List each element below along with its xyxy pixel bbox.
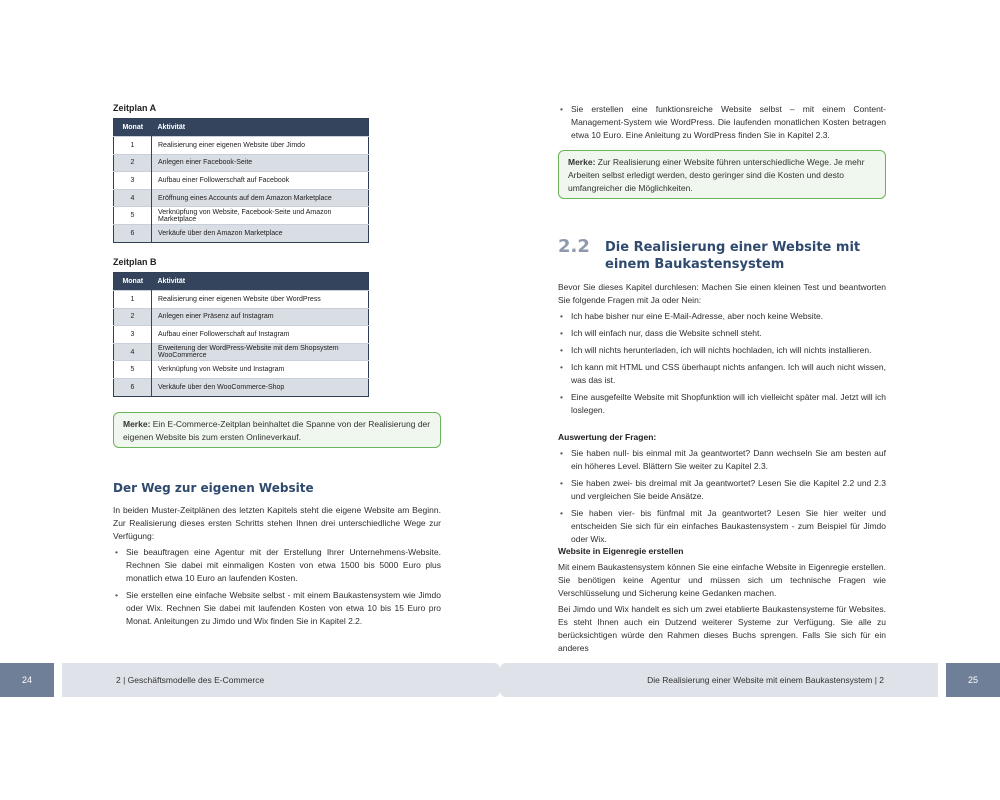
zeitplan-a-caption: Zeitplan A bbox=[113, 103, 157, 113]
merke-text: Ein E-Commerce-Zeitplan beinhaltet die Spanne von der Realisierung der eigenen Website bis zum ersten Onlineverkauf. bbox=[123, 419, 431, 442]
table-row bbox=[114, 207, 369, 225]
table-cell-monat: 4 bbox=[114, 343, 152, 361]
running-footer-left bbox=[62, 663, 500, 697]
page-number-right: 25 bbox=[946, 663, 1000, 697]
list-item: • Sie haben vier- bis fünfmal mit Ja geantwortet? Lesen Sie hier weiter und entscheiden Sie sich für ein einfaches Baukastensystem - zum Beispiel für Jimdo oder Wix. bbox=[558, 507, 886, 546]
table-cell-monat: 3 bbox=[114, 326, 152, 344]
table-row bbox=[114, 326, 369, 344]
eigenregie-paragraph-1: Mit einem Baukastensystem können Sie eine einfache Website in Eigenregie erstellen. Sie benötigen keine Agentur und müssen sich um technische Fragen wie Verschlüsselung und Sicherung keine Gedanken machen. bbox=[558, 562, 886, 598]
list-item: • Sie erstellen eine funktionsreiche Website selbst – mit einem Content-Management-System wie WordPress. Die laufenden monatlichen Kosten betragen etwa 10 Euro. Eine Anleitung zu WordPress finden Sie in Kapitel 2.3. bbox=[558, 103, 886, 142]
options-list-continued bbox=[558, 103, 886, 146]
merke-label: Merke: bbox=[123, 419, 151, 429]
chapter-intro: Bevor Sie dieses Kapitel durchlesen: Machen Sie einen kleinen Test und beantworten Sie folgende Fragen mit Ja oder Nein: bbox=[558, 282, 886, 305]
right-page bbox=[500, 0, 1000, 660]
table-header-monat: Monat bbox=[114, 119, 152, 137]
table-header-monat: Monat bbox=[114, 273, 152, 291]
list-item: • Sie haben null- bis einmal mit Ja geantwortet? Dann wechseln Sie am besten auf ein höheres Level. Blättern Sie weiter zu Kapitel 2.3. bbox=[558, 447, 886, 473]
list-item: • Ich kann mit HTML und CSS überhaupt nichts anfangen. Ich will auch nicht wissen, was das ist. bbox=[558, 361, 886, 387]
table-cell-monat: 4 bbox=[114, 189, 152, 207]
page-footer bbox=[0, 663, 1000, 697]
table-cell-aktivitaet: Anlegen einer Präsenz auf Instagram bbox=[152, 308, 369, 326]
table-row bbox=[114, 137, 369, 155]
table-cell-aktivitaet: Eröffnung eines Accounts auf dem Amazon Marketplace bbox=[152, 189, 369, 207]
eigenregie-heading: Website in Eigenregie erstellen bbox=[558, 546, 684, 556]
table-cell-aktivitaet: Aufbau einer Followerschaft auf Facebook bbox=[152, 172, 369, 190]
chapter-number: 2.2 bbox=[558, 236, 590, 257]
table-cell-aktivitaet: Realisierung einer eigenen Website über WordPress bbox=[152, 291, 369, 309]
table-cell-monat: 3 bbox=[114, 172, 152, 190]
table-cell-aktivitaet: Aufbau einer Followerschaft auf Instagram bbox=[152, 326, 369, 344]
section-heading: Der Weg zur eigenen Website bbox=[113, 481, 314, 495]
page-number-left: 24 bbox=[0, 663, 54, 697]
table-row bbox=[114, 308, 369, 326]
zeitplan-b-table bbox=[113, 272, 369, 397]
running-footer-right bbox=[500, 663, 938, 697]
table-row bbox=[114, 343, 369, 361]
auswertung-heading: Auswertung der Fragen: bbox=[558, 432, 657, 442]
table-cell-monat: 6 bbox=[114, 378, 152, 396]
merke-box-right bbox=[558, 150, 886, 199]
questions-list bbox=[558, 310, 886, 421]
table-row bbox=[114, 189, 369, 207]
left-page bbox=[0, 0, 500, 660]
table-cell-aktivitaet: Erweiterung der WordPress-Website mit dem Shopsystem WooCommerce bbox=[152, 343, 369, 361]
list-item: • Eine ausgefeilte Website mit Shopfunktion will ich vielleicht später mal. Jetzt will ich loslegen. bbox=[558, 391, 886, 417]
options-list bbox=[113, 546, 441, 632]
table-cell-monat: 5 bbox=[114, 361, 152, 379]
auswertung-list bbox=[558, 447, 886, 550]
table-row bbox=[114, 291, 369, 309]
list-item: • Ich will nichts herunterladen, ich will nichts hochladen, ich will nichts installieren. bbox=[558, 344, 886, 357]
table-cell-aktivitaet: Verknüpfung von Website und Instagram bbox=[152, 361, 369, 379]
zeitplan-b-caption: Zeitplan B bbox=[113, 257, 157, 267]
table-cell-monat: 5 bbox=[114, 207, 152, 225]
table-cell-monat: 6 bbox=[114, 224, 152, 242]
table-cell-monat: 2 bbox=[114, 154, 152, 172]
merke-label: Merke: bbox=[568, 157, 596, 167]
table-header-aktivitaet: Aktivität bbox=[152, 273, 369, 291]
merke-box-left bbox=[113, 412, 441, 448]
table-cell-aktivitaet: Anlegen einer Facebook-Seite bbox=[152, 154, 369, 172]
table-cell-aktivitaet: Realisierung einer eigenen Website über Jimdo bbox=[152, 137, 369, 155]
list-item: • Ich habe bisher nur eine E-Mail-Adresse, aber noch keine Website. bbox=[558, 310, 886, 323]
chapter-title: Die Realisierung einer Website mit einem Baukastensystem bbox=[605, 240, 861, 272]
table-row bbox=[114, 154, 369, 172]
list-item: • Sie erstellen eine einfache Website selbst - mit einem Baukastensystem wie Jimdo oder Wix. Rechnen Sie dabei mit laufenden Kosten von etwa 10 bis 15 Euro pro Monat. Anleitungen zu Jimdo und Wix finden Sie in Kapitel 2.2. bbox=[113, 589, 441, 628]
list-item: • Sie haben zwei- bis dreimal mit Ja geantwortet? Lesen Sie die Kapitel 2.2 und 2.3 und vergleichen Sie beide Ansätze. bbox=[558, 477, 886, 503]
table-cell-aktivitaet: Verknüpfung von Website, Facebook-Seite und Amazon Marketplace bbox=[152, 207, 369, 225]
table-cell-monat: 1 bbox=[114, 291, 152, 309]
eigenregie-paragraph-2: Bei Jimdo und Wix handelt es sich um zwei etablierte Baukastensysteme für Websites. Es steht Ihnen auch ein Dutzend weiterer Systeme zur Verfügung. Sie alle zu berücksichtigen würde den Rahmen dieses Buchs sprengen. Falls Sie sich für ein anderes bbox=[558, 604, 886, 653]
list-item: • Sie beauftragen eine Agentur mit der Erstellung Ihrer Unternehmens-Website. Rechnen Sie dabei mit einmaligen Kosten von etwa 1500 bis 5000 Euro plus monatlich etwa 10 Euro an laufenden Kosten. bbox=[113, 546, 441, 585]
list-item: • Ich will einfach nur, dass die Website schnell steht. bbox=[558, 327, 886, 340]
table-cell-monat: 2 bbox=[114, 308, 152, 326]
table-row bbox=[114, 361, 369, 379]
merke-text: Zur Realisierung einer Website führen unterschiedliche Wege. Je mehr Arbeiten selbst erledigt werden, desto geringer sind die Kosten und desto umfangreicher die Möglichkeiten. bbox=[568, 157, 865, 193]
table-cell-aktivitaet: Verkäufe über den WooCommerce-Shop bbox=[152, 378, 369, 396]
table-row bbox=[114, 172, 369, 190]
table-row bbox=[114, 378, 369, 396]
running-footer-right-text: Die Realisierung einer Website mit einem Baukastensystem | 2 bbox=[647, 675, 884, 685]
table-cell-monat: 1 bbox=[114, 137, 152, 155]
table-row bbox=[114, 224, 369, 242]
table-header-aktivitaet: Aktivität bbox=[152, 119, 369, 137]
table-cell-aktivitaet: Verkäufe über den Amazon Marketplace bbox=[152, 224, 369, 242]
running-footer-left-text: 2 | Geschäftsmodelle des E-Commerce bbox=[116, 675, 265, 685]
intro-paragraph: In beiden Muster-Zeitplänen des letzten Kapitels steht die eigene Website am Beginn. Zur Realisierung dieses ersten Schritts stehen Ihnen drei unterschiedliche Wege zur Verfügung: bbox=[113, 505, 441, 541]
zeitplan-a-table bbox=[113, 118, 369, 243]
